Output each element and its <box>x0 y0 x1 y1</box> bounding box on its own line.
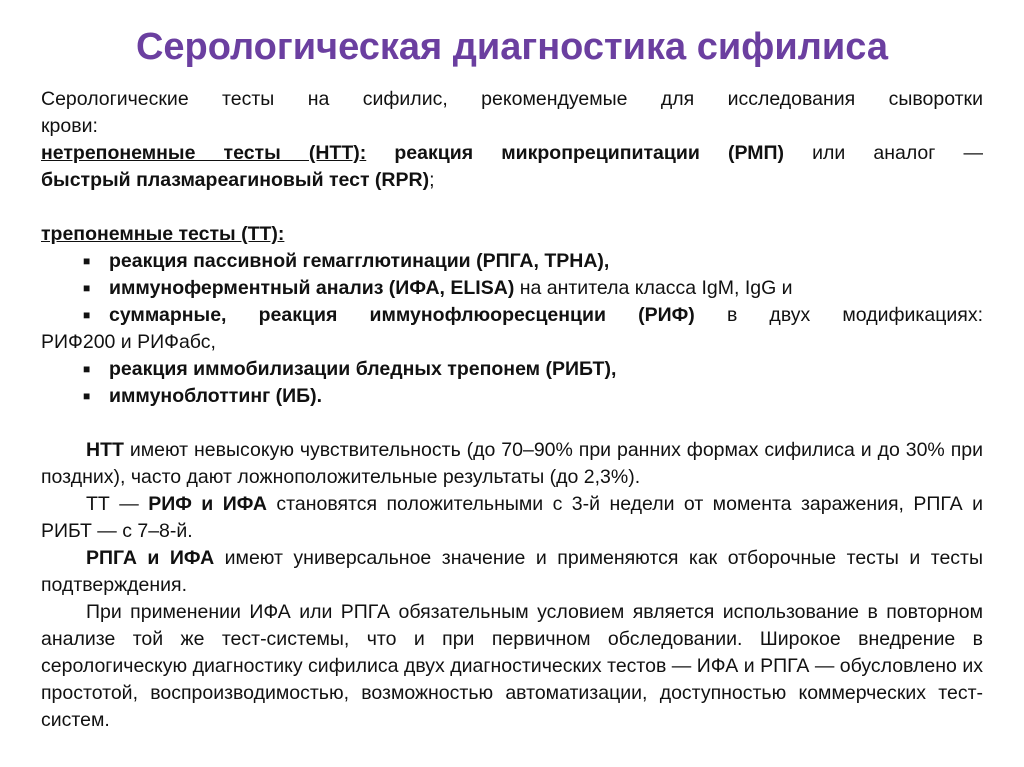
bullet-icon: ■ <box>83 281 91 295</box>
spacer <box>41 194 983 221</box>
p1-text: имеют невысокую чувствительность (до 70–90% при ранних формах сифилиса и до 30% при поздних), часто дают ложноположительные результаты (до 2,3%). <box>41 439 983 488</box>
list-item <box>41 248 983 275</box>
slide-content <box>41 86 983 734</box>
tt-item-1: реакция пассивной гемагглютинации (РПГА, TPHA), <box>109 250 610 272</box>
slide-title: Серологическая диагностика сифилиса <box>135 26 889 68</box>
spacer <box>41 410 983 437</box>
tt-item-4: реакция иммобилизации бледных трепонем (РИБТ), <box>109 358 617 380</box>
p3-text: имеют универсальное значение и применяются как отборочные тесты и тесты подтверждения. <box>41 547 983 596</box>
tt-label: трепонемные тесты (ТТ): <box>41 223 285 245</box>
tt-heading <box>41 221 983 248</box>
paragraph-rpga <box>41 545 983 599</box>
paragraph-ifa: При применении ИФА или РПГА обязательным условием является использование в повторном анализе той же тест-системы, что и при первичном обследовании. Широкое внедрение в серологическую диагностику сифилиса двух диагностических тестов — ИФА и РПГА — обусловлено их простотой, воспроизводимостью, возможностью автоматизации, доступностью коммерческих тест-систем. <box>41 601 983 731</box>
tt-item-3-rest: в двух модификациях: <box>694 304 983 326</box>
ntt-rmp: реакция микропреципитации (РМП) <box>366 142 784 164</box>
p2-text: становятся положительными с 3-й недели от момента заражения, РПГА и РИБТ — с 7–8-й. <box>41 493 983 542</box>
list-item <box>41 356 983 383</box>
tt-item-3: суммарные, реакция иммунофлюоресценции (РИФ) <box>109 304 695 326</box>
list-item <box>41 275 983 302</box>
intro-line-1: Серологические тесты на сифилис, рекомендуемые для исследования сыворотки <box>41 88 983 110</box>
bullet-icon: ■ <box>83 254 91 268</box>
bullet-icon: ■ <box>83 308 91 322</box>
bullet-icon: ■ <box>83 362 91 376</box>
ntt-line-2 <box>41 167 983 194</box>
tt-item-2: иммуноферментный анализ (ИФА, ELISA) <box>109 277 515 299</box>
ntt-rpr: быстрый плазмареагиновый тест (RPR) <box>41 169 430 191</box>
tt-item-3-cont: РИФ200 и РИФабс, <box>41 331 216 353</box>
list-item <box>41 302 983 356</box>
ntt-label: нетрепонемные тесты (НТТ): <box>41 142 367 164</box>
tt-item-2-rest: на антитела класса IgM, IgG и <box>514 277 793 299</box>
p1-bold: НТТ <box>86 439 124 461</box>
tt-item-5: иммуноблоттинг (ИБ). <box>109 385 323 407</box>
p2-pre: ТТ — <box>86 493 149 515</box>
paragraph-ntt <box>41 437 983 491</box>
ntt-semicolon: ; <box>429 169 435 191</box>
intro-line-2: крови: <box>41 115 98 137</box>
p3-bold: РПГА и ИФА <box>86 547 215 569</box>
ntt-or-analog: или аналог — <box>783 142 983 164</box>
tt-item-3-line <box>41 302 983 329</box>
bullet-icon: ■ <box>83 389 91 403</box>
ntt-line <box>41 140 983 167</box>
tt-list <box>41 248 983 410</box>
list-item <box>41 383 983 410</box>
paragraph-tt <box>41 491 983 545</box>
p2-bold: РИФ и ИФА <box>148 493 267 515</box>
